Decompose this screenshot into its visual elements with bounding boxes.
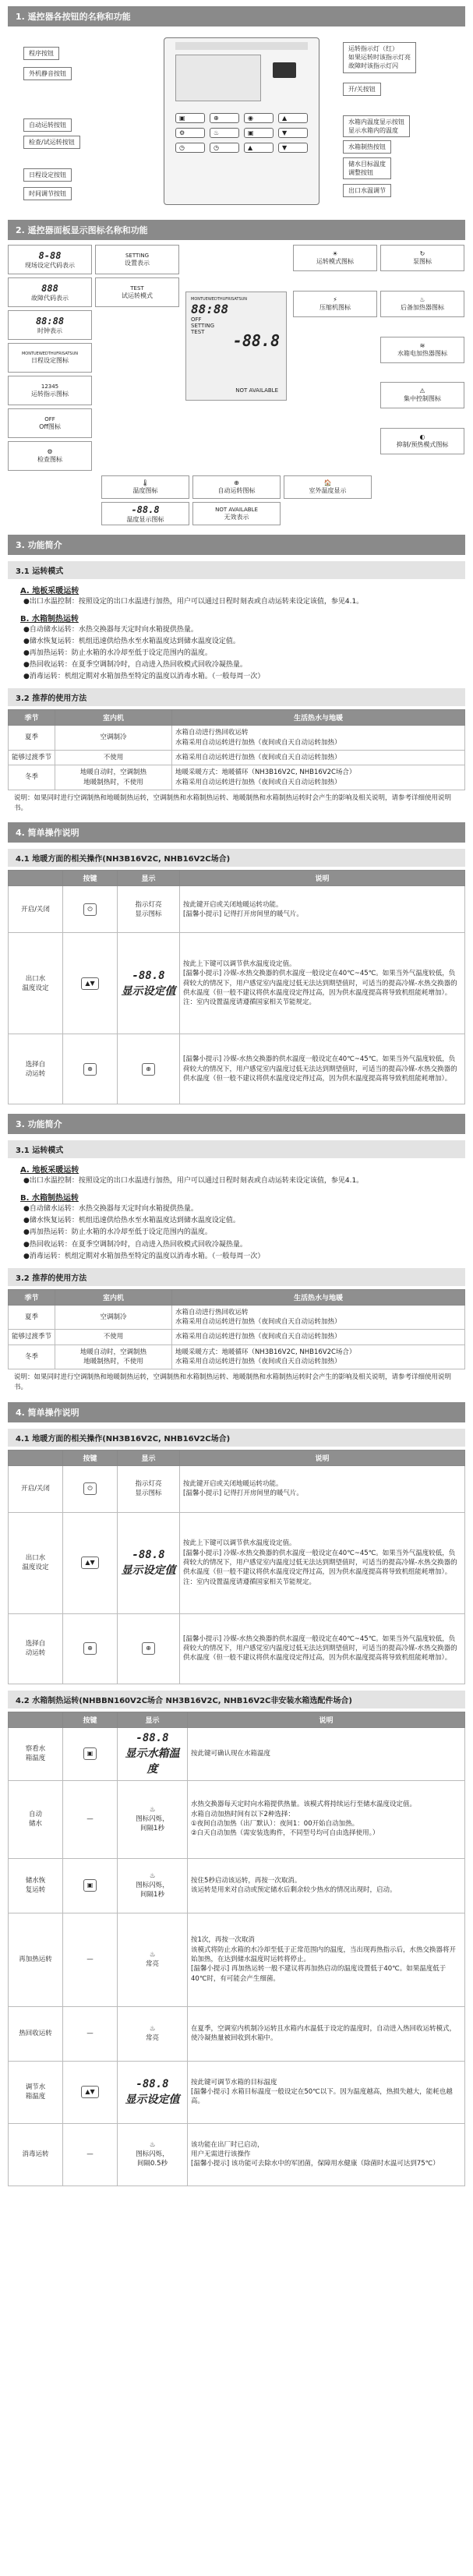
tank-heat-key-icon: ▣ <box>83 1879 97 1892</box>
table-row: 察看水 箱温度 ▣ -88.8 显示水箱温度 按此键可确认现在水箱温度 <box>9 1727 465 1780</box>
auto-key-icon: ⊕ <box>83 1063 97 1076</box>
label-storage-temp: 储水目标温度 调整按钮 <box>343 157 391 179</box>
table-row: 开启/关闭 ⏻ 指示灯亮 显示图标 按此键开启或关闭地暖运转功能。 [温馨小提示] 记得打开房间里的暖气片。 <box>9 886 465 933</box>
remote-btn[interactable]: ⚙ <box>175 128 205 138</box>
table-row: 选择自 动运转 ⊕ ⊕ [温馨小提示] 冷媒-水热交换器的供水温度一般设定在40℃~45℃。如果当外气温度较低，负荷较大的情况下，用户感觉室内温度过低无法达到期望值时，可适当的提高冷媒-水热交换器的供水温度（但一般不建议将供水温度设定得过高，因为供水温度提高将导致机组能耗增加）。 <box>9 1613 465 1684</box>
table-row: 夏季 空调制冷 水箱自动进行热回收运转 水箱采用自动运转进行加热（夜间或自天自动运转加热） <box>9 726 465 751</box>
table-row: 再加热运转 — ♨ 常亮 按1次，再按一次取消 该模式将防止水箱的水冷却至低于正常范围内的温度，当出现再热指示后，水热交换器将开始加热，在达到储水温度时运转将停止。 [温馨小提示] 再加热运转一般不建议将再加热启动的温度设置低于40℃。如果温度低于40℃时，有可能会产生细菌。 <box>9 1913 465 2006</box>
tank-heat-icon: ♨ <box>149 2140 156 2149</box>
section-4-title: 4. 简单操作说明 <box>8 822 465 843</box>
floor-heat-table <box>8 1450 465 1684</box>
mode-b-item: ●储水恢复运转：机组迅速供给热水至水箱温度达到储水温度设定值。 <box>23 638 240 646</box>
section-4-title-repeat: 4. 简单操作说明 <box>8 1402 465 1422</box>
label-schedule-button: 日程设定按钮 <box>23 168 72 182</box>
power-key-icon: ⏻ <box>83 903 96 916</box>
usage-table <box>8 1289 465 1370</box>
label-silent-button: 外机静音按钮 <box>23 67 72 80</box>
mode-b-title: B. 水箱制热运转 <box>20 615 79 624</box>
legend-item: ⚡ 压缩机图标 <box>293 291 377 317</box>
remote-btn[interactable]: ♨ <box>210 128 239 138</box>
section-3-1-title-repeat: 3.1 运转模式 <box>8 1140 465 1158</box>
table-header: 季节 室内机 生活热水与地暖 <box>9 1289 465 1305</box>
mode-b-item: ●热回收运转：在夏季空调制冷时，自动进入热回收模式回收冷凝热量。 <box>23 661 247 670</box>
icon-legend <box>8 245 465 471</box>
tank-heater-icon: ≋ <box>419 341 425 349</box>
table-row: 储水恢 复运转 ▣ ♨ 图标闪烁， 间隔1秒 按住5秒启动该运转，再按一次取消。 该运转是用来对自动或预定储水后剩余较少热水的情况出现时，启动。 <box>9 1858 465 1913</box>
section-3-title-repeat: 3. 功能简介 <box>8 1114 465 1134</box>
mode-b-item: ●消毒运转：机组定期对水箱加热至特定的温度以消毒水箱。（一般每周一次） <box>23 1252 265 1260</box>
tank-temp-key-icon: ▣ <box>83 1747 97 1760</box>
table-row: 冬季 地暖自动时，空调制热 地暖制热时，不使用 地暖采暖方式：地暖循环（NH3B16V2C, NHB16V2C场合） 水箱采用自动运转进行加热（夜间或自天自动运转加热） <box>9 765 465 790</box>
table-row: 出口水 温度设定 ▲▼ -88.8 显示设定值 按此上下键可以调节供水温度设定值。 [温馨小提示] 冷媒-水热交换器的供水温度一般设定在40℃~45℃。如果当外气温度较低，负荷较大的情况下，用户感觉室内温度过低无法达到期望值时，可适当的提高冷媒-水热交换器的供水温度（但一般不建议将供水温度设定得过高，因为供水温度提高将导致机组能耗增加）。 注：室内设置温度请遵循国家相关节能规定。 <box>9 1512 465 1613</box>
table-row: 调节水 箱温度 ▲▼ -88.8 显示设定值 按此键可调节水箱的目标温度 [温馨小提示] 水箱目标温度一般设定在50℃以下。因为温度越高，热损失越大，能耗也越高。 <box>9 2061 465 2123</box>
table-row: 开启/关闭 ⏻ 指示灯亮 显示图标 按此键开启或关闭地暖运转功能。 [温馨小提示] 记得打开房间里的暖气片。 <box>9 1465 465 1512</box>
legend-item: ♨ 后备加热器图标 <box>380 291 464 317</box>
mode-b-item: ●自动储水运转：水热交换器每天定时向水箱提供热量。 <box>23 626 198 634</box>
legend-item: ◐ 抑制/预热模式图标 <box>380 428 464 454</box>
auto-key-icon: ⊕ <box>83 1642 97 1655</box>
usage-note: 说明：如果同时进行空调制热和地暖制热运转，空调制热和水箱制热运转、地暖制热和水箱制热运转时会产生的影响及相关说明，请参考详细使用说明书。 <box>14 1373 452 1391</box>
legend-item: 🏠 室外温度显示 <box>284 475 372 499</box>
legend-item: OFF Off图标 <box>8 408 92 438</box>
mode-b-item: ●消毒运转：机组定期对水箱加热至特定的温度以消毒水箱。（一般每周一次） <box>23 673 265 681</box>
remote-btn[interactable]: ⊕ <box>210 113 239 123</box>
mode-icon: ☀ <box>332 250 338 257</box>
auto-display-icon: ⊕ <box>142 1642 155 1655</box>
legend-item: ☀ 运转模式图标 <box>293 245 377 271</box>
legend-item: 8-88 现场设定代码表示 <box>8 245 92 274</box>
legend-item: 🌡 温度图标 <box>101 475 189 499</box>
mode-b-item: ●自动储水运转：水热交换器每天定时向水箱提供热量。 <box>23 1205 198 1214</box>
lcd-display: MONTUEWEDTHUFRISATSUN 88:88 OFF SETTING TEST -88.8 NOT AVAILABLE <box>185 292 287 401</box>
remote-button-grid <box>175 113 308 191</box>
updown-key-icon: ▲▼ <box>81 2086 98 2098</box>
section-4-2-title: 4.2 水箱制热运转(NHBBN160V2C场合 NH3B16V2C, NHB16V2C非安装水箱选配件场合) <box>8 1691 465 1708</box>
legend-item: MONTUEWEDTHUFRISATSUN 日程设定图标 <box>8 343 92 373</box>
section-4-1-title: 4.1 地暖方面的相关操作(NH3B16V2C, NHB16V2C场合) <box>8 849 465 867</box>
power-button[interactable] <box>273 62 296 78</box>
remote-screen <box>175 55 261 101</box>
icon-legend-left <box>8 245 179 471</box>
tank-heat-icon: ♨ <box>149 2024 156 2033</box>
usage-table <box>8 709 465 790</box>
section-3-title: 3. 功能简介 <box>8 535 465 555</box>
legend-item: ↻ 泵图标 <box>380 245 464 271</box>
check-icon: ⚙ <box>47 448 53 455</box>
label-tank-temp-button: 水箱内温度显示按钮 显示水箱内的温度 <box>343 115 410 137</box>
mode-b-item: ●热回收运转：在夏季空调制冷时，自动进入热回收模式回收冷凝热量。 <box>23 1240 247 1249</box>
mode-a-text: ●出口水温控制：按照设定的出口水温进行加热，用户可以通过日程时刻表或自动运转来设定该值，参见4.1。 <box>23 598 364 606</box>
table-row: 自动 储水 — ♨ 图标闪烁， 间隔1秒 水热交换器每天定时向水箱提供热量。该模式将持续运行至储水温度设定值。 水箱自动加热时间有以下2种选择： ①夜间自动加热（出厂默认）：夜间1：00开始自动加热。 ②白天自动加热（需安装选购件，不同型号均可自由选择使用。） <box>9 1780 465 1858</box>
table-row: 夏季 空调制冷 水箱自动进行热回收运转 水箱采用自动运转进行加热（夜间或自天自动运转加热） <box>9 1305 465 1330</box>
backup-heater-icon: ♨ <box>419 295 425 303</box>
suppress-icon: ◐ <box>419 433 425 441</box>
section-4-1-title-repeat: 4.1 地暖方面的相关操作(NH3B16V2C, NHB16V2C场合) <box>8 1429 465 1447</box>
table-row: 热回收运转 — ♨ 常亮 在夏季，空调室内机制冷运转且水箱内水温低于设定的温度时，自动进入热回收运转模式，使冷凝热量被回收到水箱中。 <box>9 2006 465 2061</box>
remote-btn[interactable]: ◷ <box>210 143 239 153</box>
remote-btn[interactable]: ▼ <box>278 128 308 138</box>
table-row: 能够过渡季节 不使用 水箱采用自动运转进行加热（夜间或自天自动运转加热） <box>9 1330 465 1345</box>
central-control-icon: ⚠ <box>419 387 425 395</box>
thermometer-icon: 🌡 <box>141 479 150 486</box>
mode-a-text: ●出口水温控制：按照设定的出口水温进行加热，用户可以通过日程时刻表或自动运转来设定该值，参见4.1。 <box>23 1177 364 1186</box>
legend-item: ⚙ 检查图标 <box>8 441 92 471</box>
label-tank-heat-button: 水箱制热按钮 <box>343 140 391 154</box>
label-auto-button: 自动运转按钮 <box>23 118 72 132</box>
remote-btn[interactable]: ▣ <box>175 113 205 123</box>
updown-key-icon: ▲▼ <box>81 1557 98 1569</box>
legend-item: ⊕ 自动运转图标 <box>192 475 281 499</box>
legend-item: -88.8 温度显示图标 <box>101 502 189 525</box>
table-header: 季节 室内机 生活热水与地暖 <box>9 710 465 726</box>
table-header: 按键 显示 说明 <box>9 1450 465 1465</box>
mode-b-title: B. 水箱制热运转 <box>20 1194 79 1203</box>
label-power-button: 开/关按钮 <box>343 83 381 96</box>
section-1-title: 1. 遥控器各按钮的名称和功能 <box>8 6 465 27</box>
legend-item: 88:88 时钟表示 <box>8 310 92 340</box>
remote-btn[interactable]: ▼ <box>278 143 308 153</box>
table-header: 按键 显示 说明 <box>9 871 465 886</box>
table-row: 冬季 地暖自动时，空调制热 地暖制热时，不使用 地暖采暖方式：地暖循环（NH3B16V2C, NHB16V2C场合） 水箱采用自动运转进行加热（夜间或自天自动运转加热） <box>9 1345 465 1369</box>
auto-icon: ⊕ <box>234 479 239 486</box>
label-run-indicator: 运转指示灯（红） 如果运转时该指示灯亮 故障时该指示灯闪 <box>343 42 416 73</box>
label-outlet-temp: 出口水温调节 <box>343 184 391 197</box>
legend-item: 12345 运转指示图标 <box>8 376 92 405</box>
floor-heat-table <box>8 870 465 1104</box>
mode-b-item: ●再加热运转：防止水箱的水冷却至低于设定范围内的温度。 <box>23 1228 212 1237</box>
legend-item: SETTING 设置表示 <box>95 245 179 274</box>
tank-heat-icon: ♨ <box>149 1805 156 1814</box>
tank-heat-icon: ♨ <box>149 1950 156 1959</box>
legend-item: 888 故障代码表示 <box>8 277 92 307</box>
remote-btn[interactable]: ◉ <box>244 113 274 123</box>
remote-top-strip <box>175 42 308 50</box>
outdoor-icon: 🏠 <box>323 479 332 486</box>
legend-item: TEST 试运转模式 <box>95 277 179 307</box>
section-2-title: 2. 遥控器面板显示图标名称和功能 <box>8 220 465 240</box>
icon-legend-right <box>293 245 464 471</box>
power-key-icon: ⏻ <box>83 1482 96 1495</box>
label-time-button: 时间调节按钮 <box>23 187 72 200</box>
remote-btn[interactable]: ▲ <box>278 113 308 123</box>
table-row: 能够过渡季节 不使用 水箱采用自动运转进行加热（夜间或自天自动运转加热） <box>9 750 465 765</box>
section-3-1-title: 3.1 运转模式 <box>8 561 465 579</box>
tank-heat-icon: ♨ <box>149 1871 156 1880</box>
table-header: 按键 显示 说明 <box>9 1712 465 1727</box>
mode-b-item: ●储水恢复运转：机组迅速供给热水至水箱温度达到储水温度设定值。 <box>23 1217 240 1225</box>
section-3-2-title: 3.2 推荐的使用方法 <box>8 688 465 706</box>
section-3-2-title: 3.2 推荐的使用方法 <box>8 1268 465 1286</box>
table-row: 消毒运转 — ♨ 图标闪烁， 间隔0.5秒 该功能在出厂时已启动， 用户无需进行该操作 [温馨小提示] 该功能可去除水中的军团菌，保障用水健康（除菌时水温可达到75℃） <box>9 2123 465 2186</box>
remote-btn[interactable]: ◷ <box>175 143 205 153</box>
mode-b-item: ●再加热运转：防止水箱的水冷却至低于设定范围内的温度。 <box>23 649 212 658</box>
legend-item: NOT AVAILABLE 无效表示 <box>192 502 281 525</box>
pump-icon: ↻ <box>419 250 425 257</box>
compressor-icon: ⚡ <box>333 295 337 303</box>
label-program-button: 程序按钮 <box>23 47 59 60</box>
table-row: 选择自 动运转 ⊕ ⊕ [温馨小提示] 冷媒-水热交换器的供水温度一般设定在40℃~45℃。如果当外气温度较低，负荷较大的情况下，用户感觉室内温度过低无法达到期望值时，可适当的提高冷媒-水热交换器的供水温度（但一般不建议将供水温度设定得过高，因为供水温度提高将导致机组能耗增加）。 <box>9 1034 465 1104</box>
updown-key-icon: ▲▼ <box>81 977 98 990</box>
label-check-button: 检查/试运转按钮 <box>23 136 80 149</box>
auto-display-icon: ⊕ <box>142 1063 155 1076</box>
mode-a-title: A. 地板采暖运转 <box>20 587 79 595</box>
tank-heat-table <box>8 1712 465 2186</box>
usage-note: 说明：如果同时进行空调制热和地暖制热运转，空调制热和水箱制热运转、地暖制热和水箱制热运转时会产生的影响及相关说明，请参考详细使用说明书。 <box>14 793 452 812</box>
icon-legend-bottom <box>101 475 372 525</box>
remote-diagram <box>8 31 465 210</box>
mode-a-title: A. 地板采暖运转 <box>20 1166 79 1175</box>
legend-item: ≋ 水箱电加热器图标 <box>380 337 464 363</box>
remote-btn[interactable]: ▲ <box>244 143 274 153</box>
legend-item: ⚠ 集中控制图标 <box>380 382 464 408</box>
remote-btn[interactable]: ▣ <box>244 128 274 138</box>
table-row: 出口水 温度设定 ▲▼ -88.8 显示设定值 按此上下键可以调节供水温度设定值。 [温馨小提示] 冷媒-水热交换器的供水温度一般设定在40℃~45℃。如果当外气温度较低，负荷较大的情况下，用户感觉室内温度过低无法达到期望值时，可适当的提高冷媒-水热交换器的供水温度（但一般不建议将供水温度设定得过高，因为供水温度提高将导致机组能耗增加）。 注：室内设置温度请遵循国家相关节能规定。 <box>9 933 465 1034</box>
